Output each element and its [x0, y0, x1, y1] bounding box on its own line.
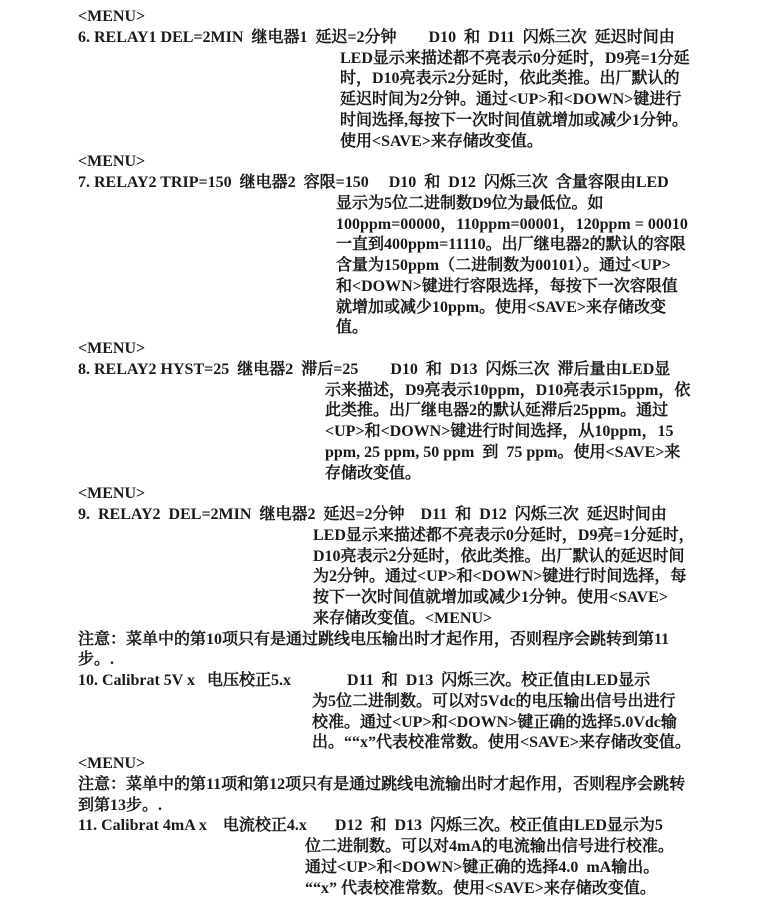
text-line: 使用<SAVE>来存储改变值。	[340, 132, 543, 150]
text-line: 和<DOWN>键进行容限选择，每按下一次容限值	[336, 277, 678, 295]
menu-tag	[78, 7, 779, 28]
item-6-heading-line: 6. RELAY1 DEL=2MIN 继电器1 延迟=2分钟 D10 和 D11 闪烁三次 延迟时间由	[78, 28, 675, 46]
text-line: 延迟时间为2分钟。通过<UP>和<DOWN>键进行	[340, 91, 682, 108]
text-line: 100ppm=00000，110ppm=00001，120ppm = 00010	[336, 215, 688, 233]
text-line: 步。.	[78, 651, 115, 669]
text-line: 通过<UP>和<DOWN>键正确的选择4.0 mA输出。	[305, 858, 660, 876]
text-line: 为2分钟。通过<UP>和<DOWN>键进行时间选择，每	[313, 568, 687, 586]
item-10-heading-line: 10. Calibrat 5V x 电压校正5.x D11 和 D13 闪烁三次。校正值由LED显示	[78, 672, 651, 689]
paragraph-item-9	[78, 505, 779, 630]
paragraph-item-11	[78, 816, 779, 899]
text-line: 就增加或减少10ppm。使用<SAVE>来存储改变	[336, 298, 666, 316]
paragraph-item-8	[78, 360, 779, 485]
text-line: 时间选择,每按下一次时间值就增加或减少1分钟。	[340, 111, 689, 129]
text-line: 为5位二进制数。可以对5Vdc的电压输出信号出进行	[312, 692, 676, 710]
menu-tag	[78, 339, 779, 360]
text-line: <MENU>	[78, 8, 146, 25]
item-9-heading-line: 9. RELAY2 DEL=2MIN 继电器2 延迟=2分钟 D11 和 D12 闪烁三次 延迟时间由	[78, 506, 667, 523]
item-11-heading-line: 11. Calibrat 4mA x 电流校正4.x D12 和 D13 闪烁三次。校正值由LED显示为5	[78, 817, 663, 835]
text-line: 注意：菜单中的第11项和第12项只有是通过跳线电流输出时才起作用，否则程序会跳转	[78, 775, 686, 793]
text-line: 含量为150ppm（二进制数为00101）。通过<UP>	[336, 257, 671, 274]
text-line: ““x” 代表校准常数。使用<SAVE>来存储改变值。	[305, 879, 656, 897]
text-line: 值。	[336, 319, 369, 337]
text-line: LED显示来描述都不亮表示0分延时，D9亮=1分延时，	[313, 526, 695, 544]
text-line: 显示为5位二进制数D9位为最低位。如	[336, 194, 604, 212]
text-line: 注意：菜单中的第10项只有是通过跳线电压输出时才起作用，否则程序会跳转到第11	[78, 630, 670, 648]
paragraph-item-6	[78, 28, 779, 153]
text-line: 校准。通过<UP>和<DOWN>键正确的选择5.0Vdc输	[312, 713, 677, 731]
text-line: 出。““x”代表校准常数。使用<SAVE>来存储改变值。	[312, 734, 691, 752]
text-line: 位二进制数。可以对4mA的电流输出信号进行校准。	[305, 838, 674, 855]
text-line: 此类推。出厂继电器2的默认延滞后25ppm。通过	[325, 402, 669, 420]
text-line: <MENU>	[78, 485, 146, 503]
text-line: 来存储改变值。<MENU>	[313, 609, 493, 627]
item-8-heading-line: 8. RELAY2 HYST=25 继电器2 滞后=25 D10 和 D13 闪烁三次 滞后量由LED显	[78, 360, 671, 378]
text-line: 到第13步。.	[78, 796, 163, 814]
text-line: <UP>和<DOWN>键进行时间选择，从10ppm，15	[325, 423, 674, 440]
menu-tag	[78, 484, 779, 505]
text-line: D10亮表示2分延时，依此类推。出厂默认的延迟时间	[313, 547, 685, 565]
text-line: ppm, 25 ppm, 50 ppm 到 75 ppm。使用<SAVE>来	[325, 443, 681, 461]
menu-tag	[78, 754, 779, 775]
item-7-heading-line: 7. RELAY2 TRIP=150 继电器2 容限=150 D10 和 D12 闪烁三次 含量容限由LED	[78, 174, 669, 191]
text-line: 一直到400ppm=11110。出厂继电器2的默认的容限	[336, 236, 686, 254]
text-line: <MENU>	[78, 755, 146, 772]
text-line: <MENU>	[78, 340, 146, 357]
text-line: 按下一次时间值就增加或减少1分钟。使用<SAVE>	[313, 589, 668, 606]
text-line: LED显示来描述都不亮表示0分延时，D9亮=1分延	[340, 49, 690, 67]
note-step-10	[78, 630, 779, 672]
note-step-11-12	[78, 775, 779, 817]
menu-tag	[78, 152, 779, 173]
paragraph-item-10	[78, 671, 779, 754]
text-line: 存储改变值。	[325, 464, 422, 482]
paragraph-item-7	[78, 173, 779, 339]
text-line: <MENU>	[78, 153, 146, 171]
text-line: 时，D10亮表示2分延时，依此类推。出厂默认的	[340, 70, 680, 88]
text-line: 示来描述，D9亮表示10ppm，D10亮表示15ppm，依	[325, 381, 691, 399]
